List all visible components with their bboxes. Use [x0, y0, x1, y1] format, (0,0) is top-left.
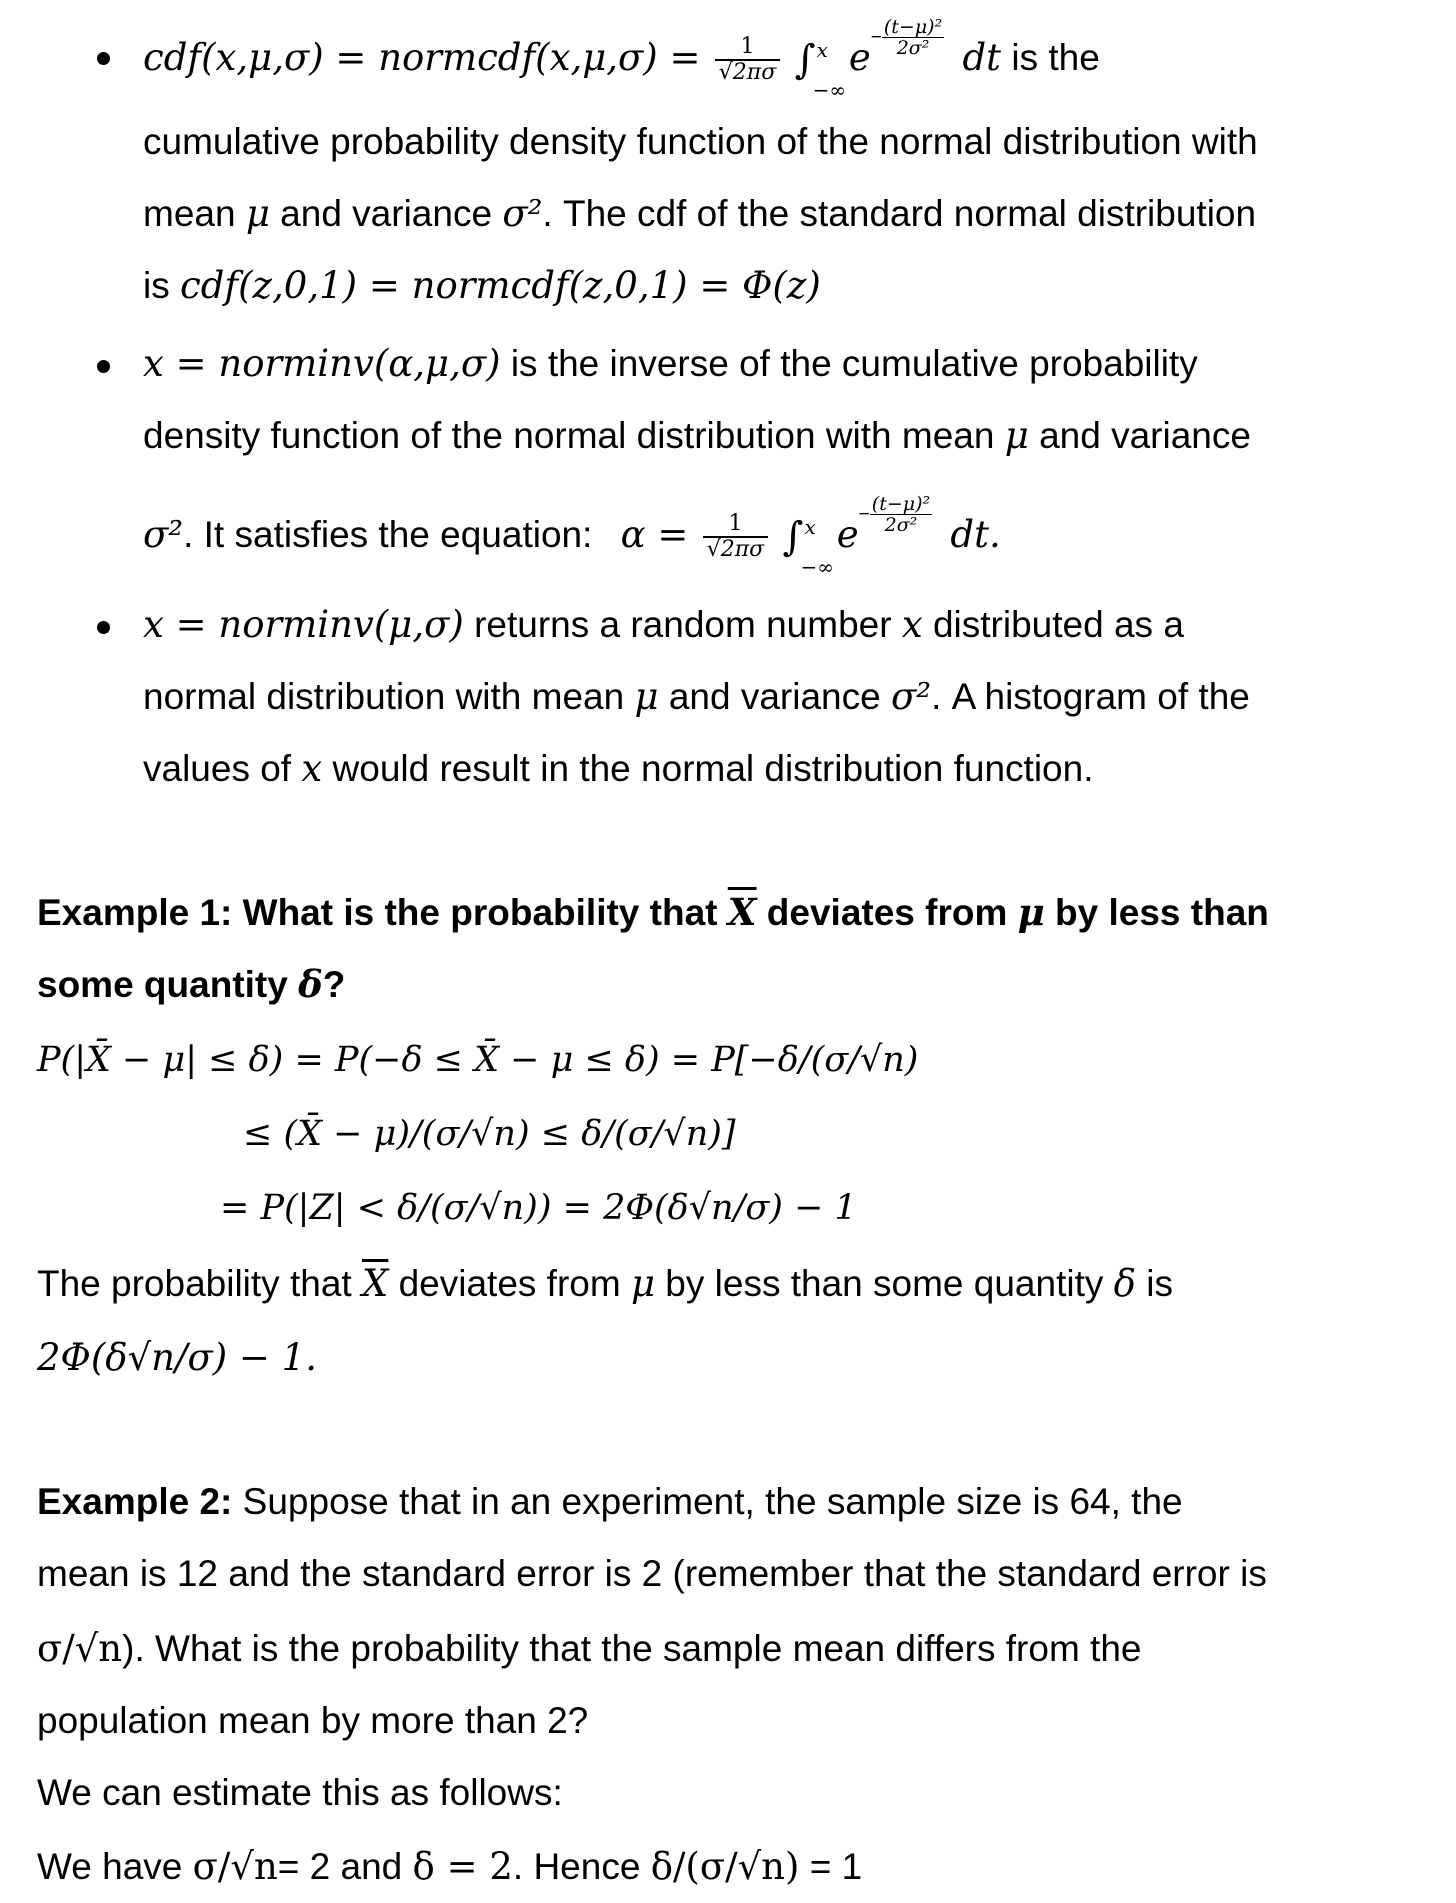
integral-sign: ∫ x −∞: [782, 514, 834, 579]
bullet-3-dot: [97, 621, 110, 634]
dt: dt: [962, 35, 1002, 79]
bullet-2-line-1: x = norminv(α,μ,σ) is the inverse of the cumulative probability: [143, 342, 1198, 385]
bullet-1-line-1: [143, 16, 1100, 102]
example-2-line-1: Example 2: Suppose that in an experiment, the sample size is 64, the: [37, 1481, 1183, 1522]
bullet-2-line-3: σ². It satisfies the equation: α = $\frac{1}{√2\pi\sigma}$ ∫ x −∞ e− $\frac{\text{(t−μ)²}}{\text{2σ²}}$ dt.: [143, 493, 1001, 579]
example-2-line-6: We have σ/√n= 2 and δ = 2. Hence δ/(σ/√n) = 1: [37, 1845, 863, 1888]
bullet-1-line-2: cumulative probability density function of the normal distribution with: [143, 121, 1258, 162]
fraction: $\frac{1}{√2\pi\sigma}$: [703, 512, 769, 562]
bullet-1-line-4: is cdf(z,0,1) = normcdf(z,0,1) = Φ(z): [143, 264, 821, 307]
exponent: − $\frac{\text{(t−μ)²}}{\text{2σ²}}$: [870, 16, 943, 59]
example-1-equation-line-3: = P(|Z| < δ/(σ/√n)) = 2Φ(δ√n/σ) − 1: [220, 1188, 857, 1228]
text: is the: [1011, 36, 1100, 78]
example-1-equation-line-2: ≤ (X̄ − μ)/(σ/√n) ≤ δ/(σ/√n)]: [243, 1114, 736, 1154]
example-2-line-3: σ/√n). What is the probability that the sample mean differs from the: [37, 1627, 1142, 1670]
integral-sign: ∫ x −∞: [794, 37, 846, 102]
bullet-3-line-2: normal distribution with mean μ and variance σ². A histogram of the: [143, 675, 1250, 718]
bullet-2-dot: [97, 360, 110, 373]
example-1-conclusion-line-2: 2Φ(δ√n/σ) − 1.: [37, 1336, 317, 1379]
euler-e: e: [848, 35, 871, 79]
bullet-3-line-3: values of x would result in the normal distribution function.: [143, 747, 1094, 790]
example-1-equation-line-1: P(|X̄ − μ| ≤ δ) = P(−δ ≤ X̄ − μ ≤ δ) = P[−δ/(σ/√n): [37, 1040, 919, 1080]
bullet-1-dot: [97, 52, 110, 65]
example-1-heading-line-2: some quantity δ?: [37, 962, 346, 1006]
example-2-line-5: We can estimate this as follows:: [37, 1772, 563, 1813]
bullet-1-line-3: mean μ and variance σ². The cdf of the standard normal distribution: [143, 192, 1257, 235]
example-2-line-4: population mean by more than 2?: [37, 1700, 589, 1741]
bullet-2-line-2: density function of the normal distribution with mean μ and variance: [143, 414, 1251, 457]
example-1-heading-line-1: Example 1: What is the probability that $\overline{X}$ deviates from μ by less than: [37, 890, 1269, 934]
example-2-line-2: mean is 12 and the standard error is 2 (remember that the standard error is: [37, 1553, 1267, 1594]
bullet-3-line-1: x = norminv(μ,σ) returns a random number x distributed as a: [143, 603, 1184, 646]
cdf-definition: cdf(x,μ,σ) = normcdf(x,μ,σ) =: [143, 35, 701, 79]
exponent: − $\frac{\text{(t−μ)²}}{\text{2σ²}}$: [858, 493, 931, 536]
fraction: $\frac{1}{√2\pi\sigma}$: [715, 35, 781, 85]
example-1-conclusion-line-1: The probability that $\overline{X}$ deviates from μ by less than some quantity δ is: [37, 1262, 1173, 1305]
